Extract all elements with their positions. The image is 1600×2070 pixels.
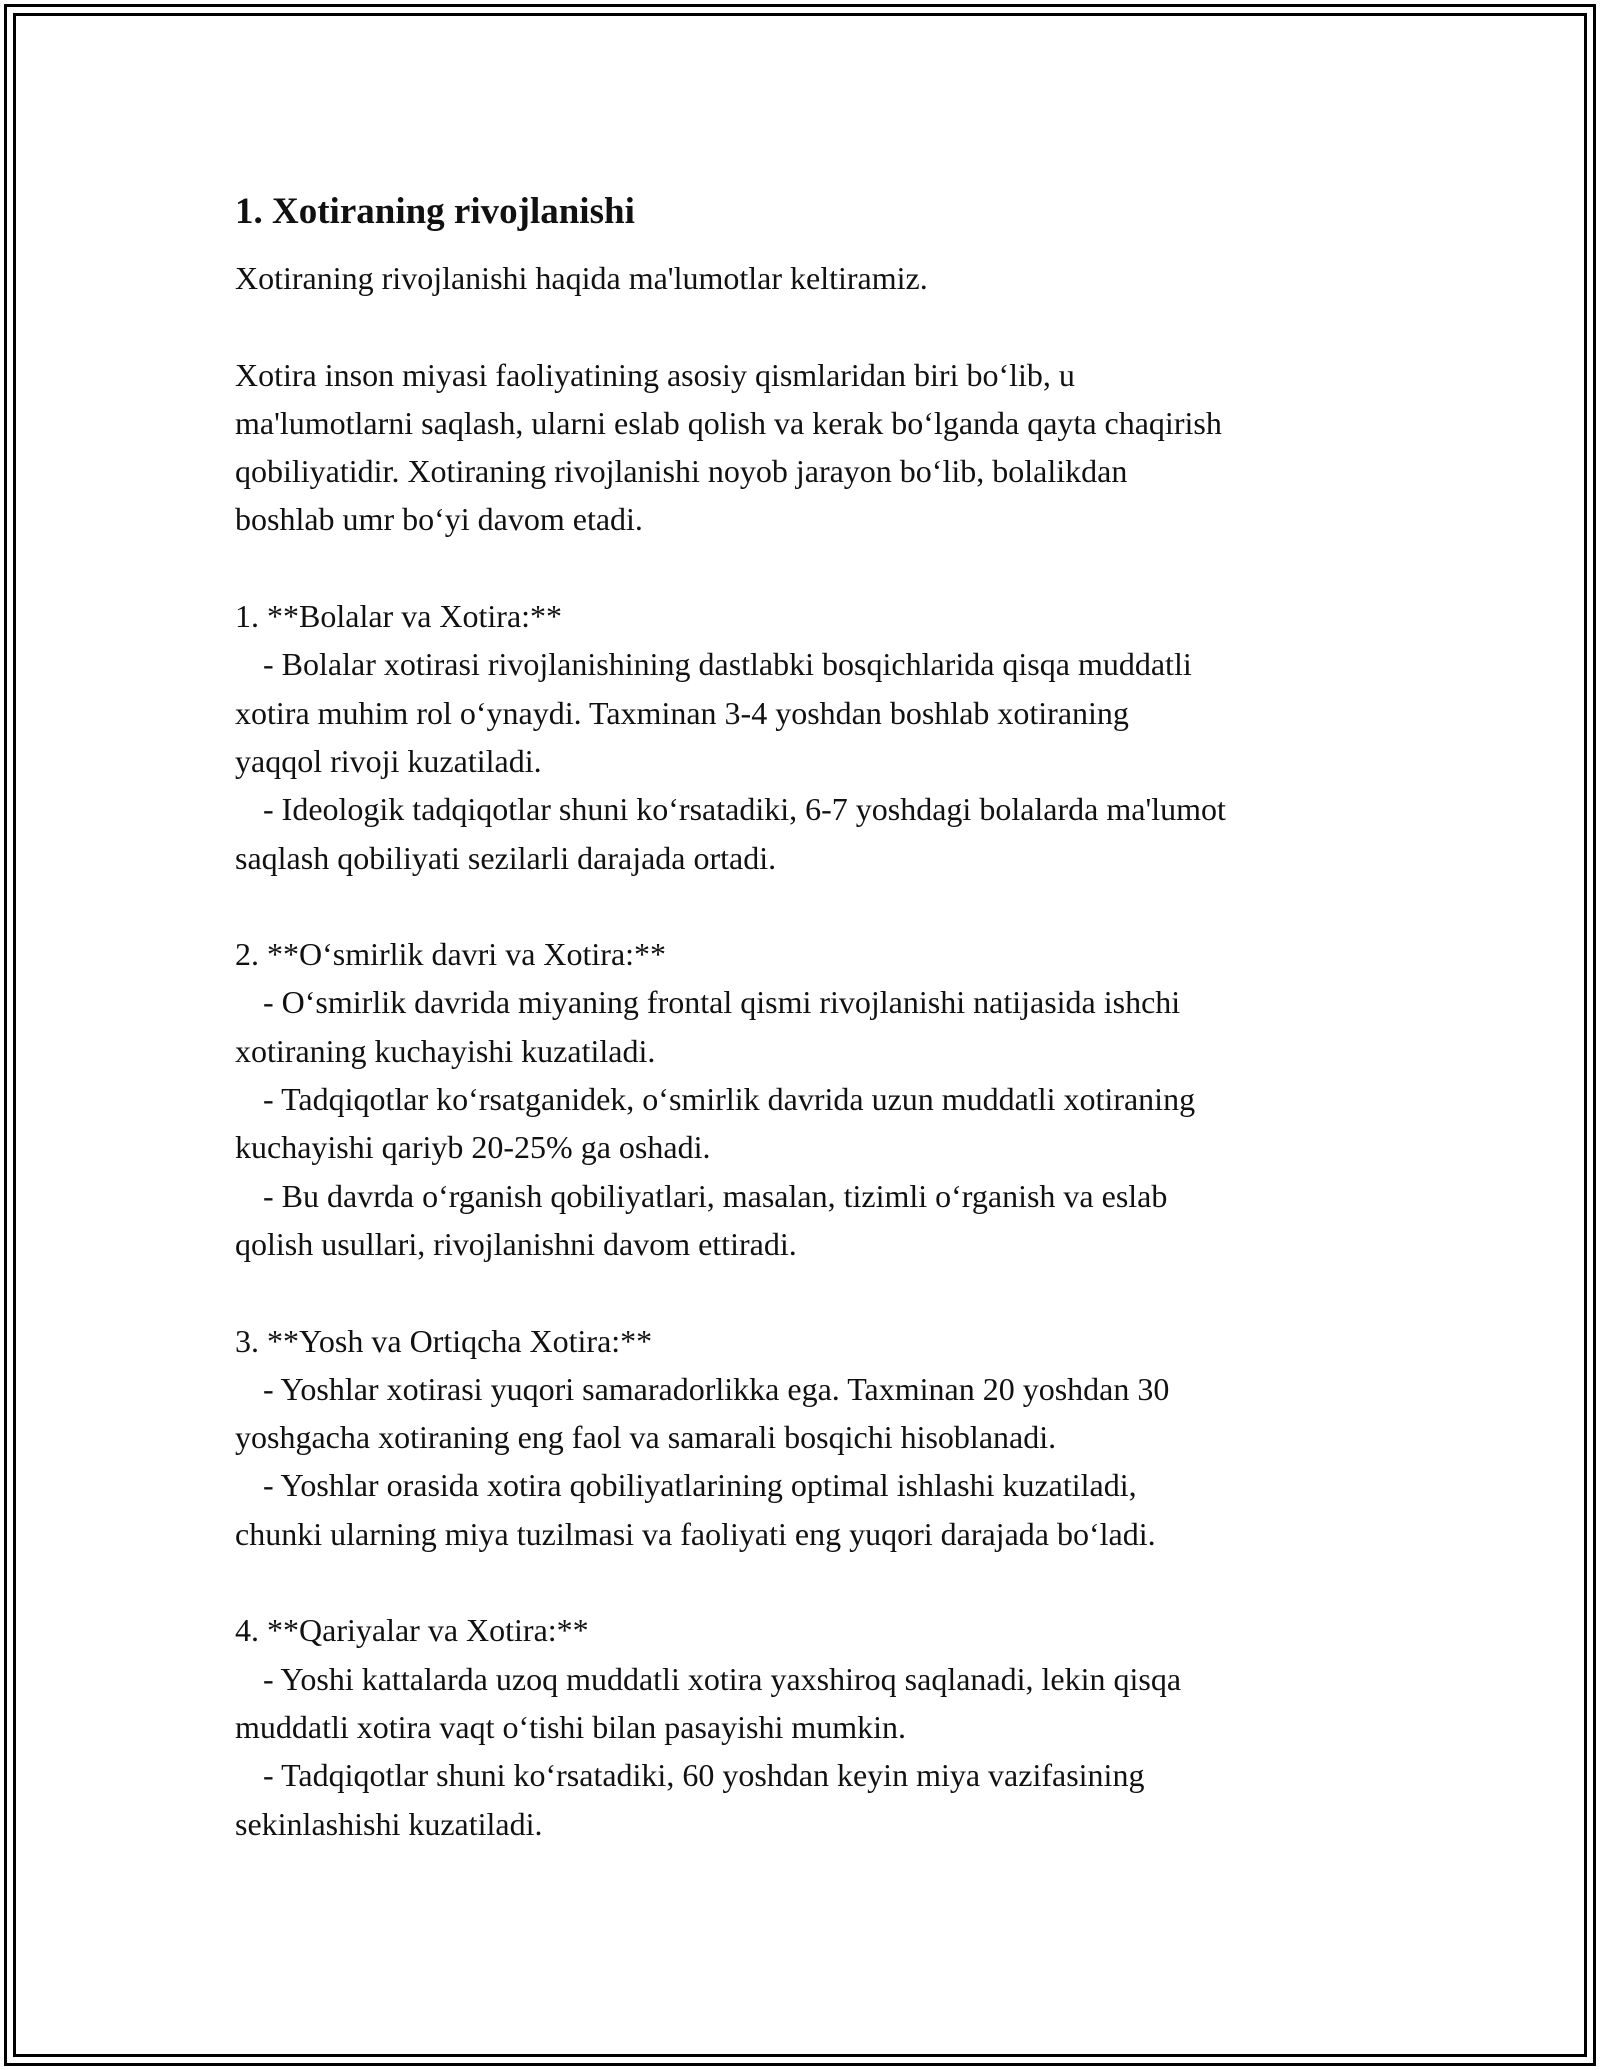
section-line: qolish usullari, rivojlanishni davom ettiradi.	[235, 1225, 797, 1262]
section-line: kuchayishi qariyb 20-25% ga oshadi.	[235, 1129, 711, 1166]
section-youth	[235, 1317, 1375, 1558]
spacer	[235, 1558, 1375, 1606]
intro-text: Xotiraning rivojlanishi haqida ma'lumotlar keltiramiz.	[235, 260, 928, 296]
paragraph-line: boshlab umr bo‘yi davom etadi.	[235, 501, 643, 538]
section-elderly	[235, 1606, 1375, 1847]
section-line: - Ideologik tadqiqotlar shuni ko‘rsatadiki, 6-7 yoshdagi bolalarda ma'lumot	[263, 791, 1226, 828]
spacer	[235, 302, 1375, 350]
section-title: 3. **Yosh va Ortiqcha Xotira:**	[235, 1322, 653, 1359]
section-line: yoshgacha xotiraning eng faol va samarali bosqichi hisoblanadi.	[235, 1419, 1057, 1456]
section-line: - O‘smirlik davrida miyaning frontal qismi rivojlanishi natijasida ishchi	[263, 984, 1181, 1021]
spacer	[235, 882, 1375, 930]
section-line: - Yoshlar xotirasi yuqori samaradorlikka ega. Taxminan 20 yoshdan 30	[263, 1370, 1170, 1407]
section-line: - Tadqiqotlar ko‘rsatganidek, o‘smirlik davrida uzun muddatli xotiraning	[263, 1081, 1196, 1118]
section-line: muddatli xotira vaqt o‘tishi bilan pasayishi mumkin.	[235, 1708, 907, 1745]
section-line: yaqqol rivoji kuzatiladi.	[235, 742, 542, 779]
section-line: saqlash qobiliyati sezilarli darajada ortadi.	[235, 839, 777, 876]
section-title: 4. **Qariyalar va Xotira:**	[235, 1612, 589, 1649]
spacer	[235, 544, 1375, 592]
section-line: - Bolalar xotirasi rivojlanishining dastlabki bosqichlarida qisqa muddatli	[263, 646, 1192, 683]
paragraph-line: ma'lumotlarni saqlash, ularni eslab qolish va kerak bo‘lganda qayta chaqirish	[235, 404, 1222, 441]
intro-paragraph	[235, 351, 1375, 544]
section-line: - Tadqiqotlar shuni ko‘rsatadiki, 60 yoshdan keyin miya vazifasining	[263, 1757, 1145, 1794]
section-line: - Yoshlar orasida xotira qobiliyatlarining optimal ishlashi kuzatiladi,	[263, 1467, 1137, 1504]
section-adolescence	[235, 930, 1375, 1268]
document-body	[235, 186, 1375, 1848]
section-line: - Bu davrda o‘rganish qobiliyatlari, masalan, tizimli o‘rganish va eslab	[263, 1177, 1168, 1214]
section-line: - Yoshi kattalarda uzoq muddatli xotira yaxshiroq saqlanadi, lekin qisqa	[263, 1660, 1182, 1697]
paragraph-line: qobiliyatidir. Xotiraning rivojlanishi noyob jarayon bo‘lib, bolalikdan	[235, 453, 1128, 490]
section-line: sekinlashishi kuzatiladi.	[235, 1805, 543, 1842]
section-children	[235, 592, 1375, 882]
section-title: 1. **Bolalar va Xotira:**	[235, 598, 563, 635]
section-line: chunki ularning miya tuzilmasi va faoliyati eng yuqori darajada bo‘ladi.	[235, 1515, 1156, 1552]
section-title: 2. **O‘smirlik davri va Xotira:**	[235, 936, 667, 973]
section-line: xotiraning kuchayishi kuzatiladi.	[235, 1032, 656, 1069]
section-line: xotira muhim rol o‘ynaydi. Taxminan 3-4 yoshdan boshlab xotiraning	[235, 694, 1129, 731]
spacer	[235, 1268, 1375, 1316]
page-title: 1. Xotiraning rivojlanishi	[235, 191, 635, 232]
paragraph-line: Xotira inson miyasi faoliyatining asosiy qismlaridan biri bo‘lib, u	[235, 356, 1075, 393]
